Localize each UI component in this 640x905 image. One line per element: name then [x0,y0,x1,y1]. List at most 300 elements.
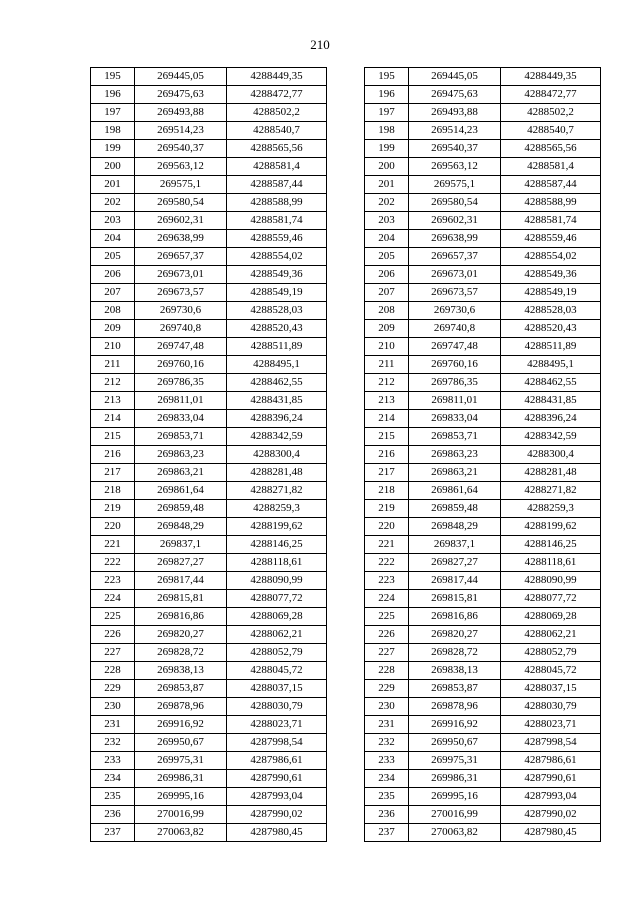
point-number-cell: 207 [365,284,409,302]
table-row [91,698,327,716]
table-row [365,716,601,734]
y-coordinate-cell: 4288449,35 [501,68,601,86]
x-coordinate-cell: 270063,82 [409,824,501,842]
table-row [365,266,601,284]
y-coordinate-cell: 4288146,25 [227,536,327,554]
table-row [365,338,601,356]
y-coordinate-cell: 4288549,36 [501,266,601,284]
y-coordinate-cell: 4288587,44 [501,176,601,194]
x-coordinate-cell: 269563,12 [135,158,227,176]
point-number-cell: 201 [365,176,409,194]
y-coordinate-cell: 4288259,3 [227,500,327,518]
point-number-cell: 216 [91,446,135,464]
x-coordinate-cell: 269673,57 [135,284,227,302]
table-row [365,554,601,572]
table-row [91,770,327,788]
point-number-cell: 206 [365,266,409,284]
point-number-cell: 201 [91,176,135,194]
table-row [91,410,327,428]
y-coordinate-cell: 4288554,02 [227,248,327,266]
table-row [365,356,601,374]
point-number-cell: 209 [365,320,409,338]
table-row [365,176,601,194]
point-number-cell: 222 [365,554,409,572]
table-row [365,284,601,302]
y-coordinate-cell: 4288199,62 [501,518,601,536]
x-coordinate-cell: 269916,92 [409,716,501,734]
x-coordinate-cell: 269580,54 [135,194,227,212]
y-coordinate-cell: 4288549,19 [227,284,327,302]
point-number-cell: 215 [365,428,409,446]
x-coordinate-cell: 269827,27 [135,554,227,572]
y-coordinate-cell: 4287990,02 [227,806,327,824]
x-coordinate-cell: 269760,16 [135,356,227,374]
y-coordinate-cell: 4288300,4 [227,446,327,464]
table-row [91,716,327,734]
table-row [91,662,327,680]
y-coordinate-cell: 4288581,74 [501,212,601,230]
x-coordinate-cell: 269861,64 [409,482,501,500]
point-number-cell: 221 [91,536,135,554]
x-coordinate-cell: 269863,23 [135,446,227,464]
point-number-cell: 205 [91,248,135,266]
y-coordinate-cell: 4288396,24 [227,410,327,428]
table-row [91,680,327,698]
point-number-cell: 219 [365,500,409,518]
y-coordinate-cell: 4288396,24 [501,410,601,428]
table-row [91,428,327,446]
y-coordinate-cell: 4287998,54 [227,734,327,752]
point-number-cell: 229 [91,680,135,698]
x-coordinate-cell: 269878,96 [409,698,501,716]
x-coordinate-cell: 269833,04 [135,410,227,428]
y-coordinate-cell: 4288549,36 [227,266,327,284]
table-row [365,122,601,140]
x-coordinate-cell: 269493,88 [409,104,501,122]
point-number-cell: 200 [91,158,135,176]
y-coordinate-cell: 4288037,15 [501,680,601,698]
point-number-cell: 196 [91,86,135,104]
table-row [365,644,601,662]
y-coordinate-cell: 4288554,02 [501,248,601,266]
x-coordinate-cell: 269859,48 [409,500,501,518]
y-coordinate-cell: 4288090,99 [501,572,601,590]
point-number-cell: 204 [365,230,409,248]
x-coordinate-cell: 269853,87 [135,680,227,698]
table-row [91,104,327,122]
point-number-cell: 197 [365,104,409,122]
coordinate-table-left [90,67,327,842]
point-number-cell: 214 [91,410,135,428]
x-coordinate-cell: 269863,21 [409,464,501,482]
x-coordinate-cell: 269853,71 [409,428,501,446]
table-row [91,572,327,590]
point-number-cell: 199 [91,140,135,158]
point-number-cell: 217 [91,464,135,482]
x-coordinate-cell: 269657,37 [135,248,227,266]
x-coordinate-cell: 269837,1 [135,536,227,554]
table-row [91,626,327,644]
table-row [365,752,601,770]
point-number-cell: 223 [365,572,409,590]
table-row [365,770,601,788]
point-number-cell: 198 [365,122,409,140]
table-row [365,68,601,86]
y-coordinate-cell: 4288271,82 [227,482,327,500]
y-coordinate-cell: 4288023,71 [227,716,327,734]
y-coordinate-cell: 4288146,25 [501,536,601,554]
x-coordinate-cell: 269827,27 [409,554,501,572]
y-coordinate-cell: 4288520,43 [227,320,327,338]
table-row [365,464,601,482]
x-coordinate-cell: 269837,1 [409,536,501,554]
x-coordinate-cell: 269853,71 [135,428,227,446]
point-number-cell: 220 [365,518,409,536]
table-row [91,230,327,248]
y-coordinate-cell: 4287993,04 [227,788,327,806]
x-coordinate-cell: 269514,23 [135,122,227,140]
y-coordinate-cell: 4288520,43 [501,320,601,338]
table-row [91,140,327,158]
y-coordinate-cell: 4288023,71 [501,716,601,734]
point-number-cell: 225 [365,608,409,626]
y-coordinate-cell: 4288199,62 [227,518,327,536]
point-number-cell: 232 [91,734,135,752]
y-coordinate-cell: 4288565,56 [227,140,327,158]
x-coordinate-cell: 269820,27 [135,626,227,644]
y-coordinate-cell: 4288069,28 [501,608,601,626]
x-coordinate-cell: 270016,99 [135,806,227,824]
y-coordinate-cell: 4288259,3 [501,500,601,518]
table-row [91,212,327,230]
point-number-cell: 196 [365,86,409,104]
y-coordinate-cell: 4287998,54 [501,734,601,752]
x-coordinate-cell: 269995,16 [135,788,227,806]
point-number-cell: 213 [365,392,409,410]
table-row [91,122,327,140]
table-row [365,140,601,158]
y-coordinate-cell: 4288472,77 [501,86,601,104]
table-row [365,158,601,176]
x-coordinate-cell: 269657,37 [409,248,501,266]
y-coordinate-cell: 4288495,1 [227,356,327,374]
table-row [365,518,601,536]
point-number-cell: 228 [91,662,135,680]
table-row [91,788,327,806]
point-number-cell: 225 [91,608,135,626]
table-row [91,86,327,104]
y-coordinate-cell: 4288052,79 [501,644,601,662]
x-coordinate-cell: 269878,96 [135,698,227,716]
x-coordinate-cell: 269848,29 [135,518,227,536]
x-coordinate-cell: 269575,1 [409,176,501,194]
y-coordinate-cell: 4288118,61 [227,554,327,572]
x-coordinate-cell: 269975,31 [135,752,227,770]
point-number-cell: 216 [365,446,409,464]
point-number-cell: 229 [365,680,409,698]
y-coordinate-cell: 4288588,99 [227,194,327,212]
x-coordinate-cell: 269540,37 [135,140,227,158]
point-number-cell: 224 [91,590,135,608]
table-row [365,320,601,338]
y-coordinate-cell: 4288052,79 [227,644,327,662]
table-row [365,500,601,518]
y-coordinate-cell: 4288549,19 [501,284,601,302]
y-coordinate-cell: 4288559,46 [227,230,327,248]
table-row [365,572,601,590]
y-coordinate-cell: 4287990,02 [501,806,601,824]
table-row [91,248,327,266]
point-number-cell: 220 [91,518,135,536]
y-coordinate-cell: 4287990,61 [227,770,327,788]
x-coordinate-cell: 269816,86 [409,608,501,626]
y-coordinate-cell: 4288581,4 [227,158,327,176]
table-row [91,68,327,86]
table-row [365,230,601,248]
table-row [365,392,601,410]
point-number-cell: 236 [91,806,135,824]
x-coordinate-cell: 269602,31 [135,212,227,230]
table-row [365,824,601,842]
x-coordinate-cell: 269740,8 [135,320,227,338]
y-coordinate-cell: 4288587,44 [227,176,327,194]
point-number-cell: 211 [91,356,135,374]
x-coordinate-cell: 269950,67 [135,734,227,752]
y-coordinate-cell: 4288118,61 [501,554,601,572]
y-coordinate-cell: 4288062,21 [227,626,327,644]
point-number-cell: 208 [365,302,409,320]
y-coordinate-cell: 4288495,1 [501,356,601,374]
table-row [91,644,327,662]
point-number-cell: 235 [91,788,135,806]
point-number-cell: 213 [91,392,135,410]
table-row [91,752,327,770]
y-coordinate-cell: 4288449,35 [227,68,327,86]
x-coordinate-cell: 269859,48 [135,500,227,518]
x-coordinate-cell: 269863,21 [135,464,227,482]
table-row [91,302,327,320]
y-coordinate-cell: 4288045,72 [227,662,327,680]
point-number-cell: 233 [91,752,135,770]
x-coordinate-cell: 269817,44 [135,572,227,590]
point-number-cell: 226 [365,626,409,644]
x-coordinate-cell: 269563,12 [409,158,501,176]
table-row [365,806,601,824]
x-coordinate-cell: 269811,01 [135,392,227,410]
page-number: 210 [310,37,330,52]
point-number-cell: 215 [91,428,135,446]
table-row [91,158,327,176]
x-coordinate-cell: 270016,99 [409,806,501,824]
table-row [365,788,601,806]
table-row [365,194,601,212]
x-coordinate-cell: 269863,23 [409,446,501,464]
table-row [365,482,601,500]
y-coordinate-cell: 4288090,99 [227,572,327,590]
x-coordinate-cell: 269673,01 [409,266,501,284]
y-coordinate-cell: 4287993,04 [501,788,601,806]
point-number-cell: 214 [365,410,409,428]
point-number-cell: 195 [91,68,135,86]
y-coordinate-cell: 4288030,79 [227,698,327,716]
table-row [91,266,327,284]
table-row [91,374,327,392]
point-number-cell: 210 [365,338,409,356]
x-coordinate-cell: 269638,99 [135,230,227,248]
table-row [91,482,327,500]
table-row [365,428,601,446]
x-coordinate-cell: 269514,23 [409,122,501,140]
point-number-cell: 217 [365,464,409,482]
x-coordinate-cell: 269673,01 [135,266,227,284]
y-coordinate-cell: 4288077,72 [501,590,601,608]
y-coordinate-cell: 4288271,82 [501,482,601,500]
y-coordinate-cell: 4288581,4 [501,158,601,176]
point-number-cell: 227 [91,644,135,662]
point-number-cell: 231 [91,716,135,734]
point-number-cell: 235 [365,788,409,806]
y-coordinate-cell: 4288069,28 [227,608,327,626]
y-coordinate-cell: 4287986,61 [501,752,601,770]
x-coordinate-cell: 269828,72 [409,644,501,662]
y-coordinate-cell: 4288037,15 [227,680,327,698]
table-row [365,86,601,104]
point-number-cell: 221 [365,536,409,554]
x-coordinate-cell: 269760,16 [409,356,501,374]
x-coordinate-cell: 269995,16 [409,788,501,806]
table-row [365,248,601,266]
table-row [91,824,327,842]
point-number-cell: 212 [365,374,409,392]
point-number-cell: 228 [365,662,409,680]
table-row [91,338,327,356]
point-number-cell: 211 [365,356,409,374]
point-number-cell: 230 [91,698,135,716]
table-row [91,320,327,338]
y-coordinate-cell: 4287980,45 [227,824,327,842]
table-row [91,536,327,554]
table-row [365,410,601,428]
x-coordinate-cell: 269747,48 [409,338,501,356]
point-number-cell: 208 [91,302,135,320]
table-row [91,356,327,374]
y-coordinate-cell: 4288540,7 [501,122,601,140]
y-coordinate-cell: 4288431,85 [501,392,601,410]
table-row [365,302,601,320]
y-coordinate-cell: 4288565,56 [501,140,601,158]
point-number-cell: 237 [91,824,135,842]
point-number-cell: 203 [91,212,135,230]
point-number-cell: 224 [365,590,409,608]
x-coordinate-cell: 269950,67 [409,734,501,752]
y-coordinate-cell: 4288281,48 [501,464,601,482]
point-number-cell: 223 [91,572,135,590]
x-coordinate-cell: 269833,04 [409,410,501,428]
x-coordinate-cell: 269786,35 [135,374,227,392]
y-coordinate-cell: 4288528,03 [227,302,327,320]
table-row [91,176,327,194]
table-row [365,590,601,608]
table-row [91,554,327,572]
x-coordinate-cell: 269815,81 [135,590,227,608]
y-coordinate-cell: 4288502,2 [501,104,601,122]
table-row [91,194,327,212]
y-coordinate-cell: 4288281,48 [227,464,327,482]
x-coordinate-cell: 269740,8 [409,320,501,338]
x-coordinate-cell: 269730,6 [409,302,501,320]
x-coordinate-cell: 269747,48 [135,338,227,356]
table-row [91,446,327,464]
x-coordinate-cell: 269580,54 [409,194,501,212]
point-number-cell: 226 [91,626,135,644]
point-number-cell: 227 [365,644,409,662]
x-coordinate-cell: 269975,31 [409,752,501,770]
point-number-cell: 233 [365,752,409,770]
x-coordinate-cell: 269786,35 [409,374,501,392]
x-coordinate-cell: 269916,92 [135,716,227,734]
table-row [365,212,601,230]
point-number-cell: 203 [365,212,409,230]
point-number-cell: 218 [91,482,135,500]
point-number-cell: 237 [365,824,409,842]
x-coordinate-cell: 269602,31 [409,212,501,230]
x-coordinate-cell: 269838,13 [409,662,501,680]
x-coordinate-cell: 269986,31 [409,770,501,788]
y-coordinate-cell: 4288462,55 [227,374,327,392]
point-number-cell: 236 [365,806,409,824]
x-coordinate-cell: 269848,29 [409,518,501,536]
x-coordinate-cell: 269575,1 [135,176,227,194]
x-coordinate-cell: 269445,05 [135,68,227,86]
point-number-cell: 202 [91,194,135,212]
point-number-cell: 230 [365,698,409,716]
x-coordinate-cell: 269853,87 [409,680,501,698]
x-coordinate-cell: 269986,31 [135,770,227,788]
x-coordinate-cell: 270063,82 [135,824,227,842]
point-number-cell: 232 [365,734,409,752]
point-number-cell: 234 [91,770,135,788]
table-row [365,608,601,626]
point-number-cell: 231 [365,716,409,734]
point-number-cell: 209 [91,320,135,338]
y-coordinate-cell: 4287980,45 [501,824,601,842]
table-row [91,392,327,410]
y-coordinate-cell: 4288502,2 [227,104,327,122]
point-number-cell: 204 [91,230,135,248]
y-coordinate-cell: 4288062,21 [501,626,601,644]
table-row [365,662,601,680]
x-coordinate-cell: 269816,86 [135,608,227,626]
y-coordinate-cell: 4288511,89 [227,338,327,356]
table-row [91,518,327,536]
y-coordinate-cell: 4288030,79 [501,698,601,716]
x-coordinate-cell: 269540,37 [409,140,501,158]
point-number-cell: 218 [365,482,409,500]
table-row [365,698,601,716]
point-number-cell: 206 [91,266,135,284]
y-coordinate-cell: 4287986,61 [227,752,327,770]
point-number-cell: 222 [91,554,135,572]
table-row [365,536,601,554]
point-number-cell: 195 [365,68,409,86]
point-number-cell: 205 [365,248,409,266]
table-row [365,680,601,698]
coordinate-table-right [364,67,601,842]
y-coordinate-cell: 4287990,61 [501,770,601,788]
x-coordinate-cell: 269828,72 [135,644,227,662]
x-coordinate-cell: 269445,05 [409,68,501,86]
y-coordinate-cell: 4288588,99 [501,194,601,212]
